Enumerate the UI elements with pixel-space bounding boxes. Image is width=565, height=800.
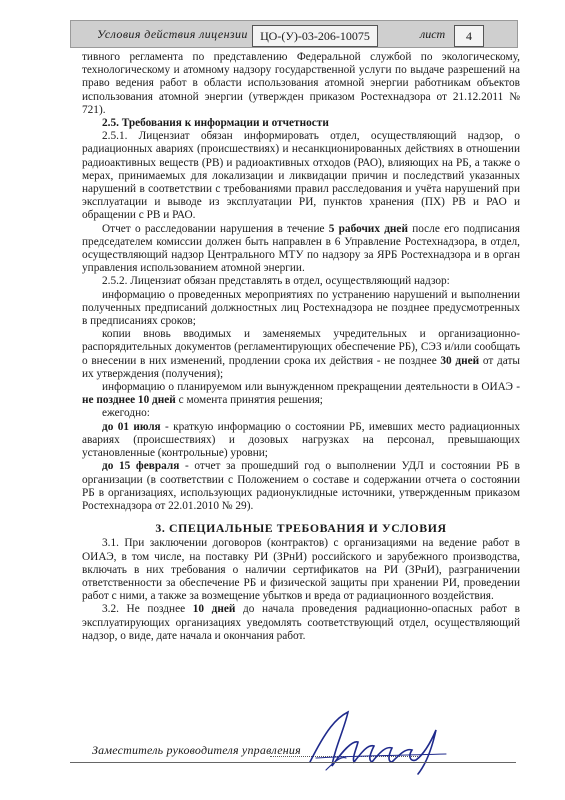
section-heading-3: 3. СПЕЦИАЛЬНЫЕ ТРЕБОВАНИЯ И УСЛОВИЯ [155, 521, 447, 536]
footer-divider [70, 762, 516, 763]
sheet-label: лист [420, 27, 446, 41]
paragraph-termination: информацию о планируемом или вынужденном прекращении деятельности в ОИАЭ - не позднее 10 дней с момента принятия решения; [82, 381, 520, 407]
paragraph-july: до 01 июля - краткую информацию о состоянии РБ, имевших место радиационных авариях (происшествиях) и дозовых нагрузках на персонал, превышающих установленные (контрольные) уровни; [82, 420, 520, 460]
sheet-number: 4 [454, 25, 484, 47]
paragraph-copies: копии вновь вводимых и заменяемых учредительных и организационно-распорядительных документов (регламентирующих обеспечение РБ), СЭЗ и/или сообщать о внесении в них изменений, продлении срока их действия - не позднее 30 дней от даты их утверждения (получения); [82, 328, 520, 380]
document-body [82, 51, 520, 643]
paragraph-3-1: 3.1. При заключении договоров (контрактов) с организациями на ведение работ в ОИАЭ, в том числе, на поставку РИ (ЗРнИ) российского и зарубежного производства, включать в них требования о наличии сертификатов на РИ (ЗРнИ), разграничении ответственности за обеспечение РБ и физической защиты при хранении РИ, проведении работ с ними, а также за возмещение убытков и вреда от радиационного воздействия. [82, 537, 520, 603]
document-number: ЦО-(У)-03-206-10075 [252, 25, 378, 47]
paragraph-continuation: тивного регламента по представлению Федеральной службой по экологическому, технологическому и атомному надзору государственной услуги по выдаче разрешений на право ведения работ в области использования атомной энергии работникам объектов использования атомной энергии (утвержден приказом Ростехнадзора от 21.12.2011 № 721). [82, 51, 520, 116]
paragraph-2-5-2: 2.5.2. Лицензиат обязан представлять в отдел, осуществляющий надзор: [102, 275, 450, 288]
paragraph-annually: ежегодно: [102, 407, 150, 420]
header-title: Условия действия лицензии [97, 27, 248, 41]
paragraph-february: до 15 февраля - отчет за прошедший год о выполнении УДЛ и состоянии РБ в организации (в соответствии с Положением о составе и содержании отчета о состоянии РБ в организациях, использующих радионуклидные источники, утвержденным приказом Ростехнадзора от 22.01.2010 № 29). [82, 460, 520, 512]
section-heading-2-5: 2.5. Требования к информации и отчетности [102, 117, 329, 130]
signer-title: Заместитель руководителя управления [92, 743, 301, 757]
paragraph-info-measures: информацию о проведенных мероприятиях по устранению нарушений и выполнении полученных предписаний должностных лиц Ростехнадзора не позднее предусмотренных в предписаниях сроков; [82, 288, 520, 328]
handwritten-signature [296, 700, 456, 780]
paragraph-report: Отчет о расследовании нарушения в течение 5 рабочих дней после его подписания председателем комиссии должен быть направлен в 6 Управление Ростехнадзора, в отдел, осуществляющий надзор Центрального МТУ по надзору за ЯРБ Ростехнадзора и в орган управления использованием атомной энергии. [82, 222, 521, 275]
paragraph-2-5-1: 2.5.1. Лицензиат обязан информировать отдел, осуществляющий надзор, о радиационных авариях (происшествиях) и несанкционированных действиях в отношении радиоактивных веществ (РВ) и радиоактивных отходов (РАО), влияющих на РБ, а также о мерах, принимаемых для локализации и ликвидации причин и последствий указанных нарушений в соответствии с требованиями правил расследования и учёта нарушений при эксплуатации и выводе из эксплуатации РИ, пунктов хранения (ПХ) РВ и РАО и обращении с РВ и РАО. [82, 130, 520, 222]
paragraph-3-2: 3.2. Не позднее 10 дней до начала проведения радиационно-опасных работ в эксплуатирующих организациях уведомлять соответствующий отдел, осуществляющий надзор, о виде, дате начала и окончания работ. [82, 603, 520, 642]
